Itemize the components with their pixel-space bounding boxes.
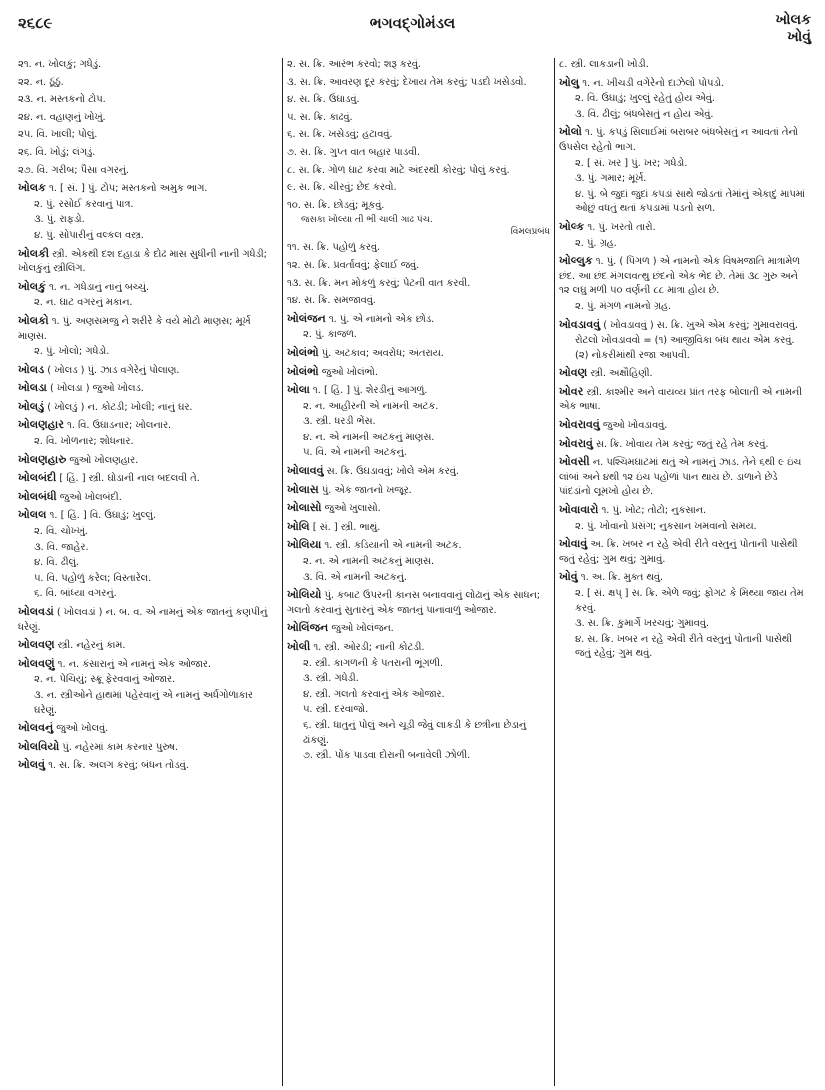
definition-text: ૮. સ્ત્રી. લાકડાની ખોડી. xyxy=(559,59,649,70)
definition-text: ૪. સ. ક્રિ. ખબર ન રહે એવી રીતે વસ્તુનું પોતાની પાસેથી જતું રહેવું; ગુમ થવું. xyxy=(575,633,793,660)
headword: ખોવરાવવું xyxy=(559,418,600,432)
dictionary-entry xyxy=(18,181,278,197)
definition-text: ૧. વિ. ઉઘાડનાર; ખોલનાર. xyxy=(63,420,172,432)
sense-line xyxy=(287,688,550,703)
headword: ખોવું xyxy=(559,570,578,584)
sense-line xyxy=(287,199,550,214)
dictionary-entry xyxy=(559,437,807,453)
definition-text: ૭. સ્ત્રી. પોંક પાડવા દોરાની બનાવેલી ઝોળી. xyxy=(303,750,471,762)
sense-line xyxy=(18,213,278,228)
definition-text: ૧. પું. અણસમજુ ને શરીરે કે વયે મોટો માણસ; મૂર્ખ માણસ. xyxy=(18,315,251,342)
definition-text: ૫. સ્ત્રી. દરવાજો. xyxy=(303,704,369,716)
headword: ખોલકું xyxy=(18,279,46,293)
column-3 xyxy=(554,58,811,1086)
sense-line xyxy=(287,181,550,196)
definition-text: [ સં. ] સ્ત્રી. ભાથું. xyxy=(309,521,381,533)
definition-text: ૧. પું. ખરતો તારો. xyxy=(584,221,656,233)
definition-text: સ્ત્રી. કાશ્મીર અને વાયવ્ય પ્રાંત તરફ બોલાતી એ નામની એક ભાષા. xyxy=(559,386,803,413)
definition-text: ૨. પું. ગ્રહ. xyxy=(575,237,617,249)
definition-text: ૧. ન. ખીચડી વગેરેનો દાઝેલો પોપડો. xyxy=(579,77,725,89)
sense-line xyxy=(287,93,550,108)
headword: ખોલંજન xyxy=(287,311,326,325)
headword: ખોલડ xyxy=(18,362,45,376)
definition-text: ૨. ન. એ નામની અટકનું માણસ. xyxy=(303,556,435,568)
sense-line xyxy=(18,229,278,244)
dictionary-entry xyxy=(559,318,807,334)
sense-line xyxy=(287,400,550,415)
dictionary-entry xyxy=(18,418,278,434)
definition-text: ૧. સ્ત્રી. ઓરડી; નાની કોટડી. xyxy=(310,642,425,653)
definition-text: ૧. પું. કપડું સિલાઈમાં બરાબર બંધબેસતું ન આવતાં તેનો ઉપસેલ રહેતો ભાગ. xyxy=(559,127,799,153)
headword: ખોલવણ xyxy=(18,638,55,652)
definition-text: ૨. વિ. ખોળનાર; શોધનાર. xyxy=(34,436,134,448)
definition-text: ૫. વિ. પહોળું કરેલ; વિસ્તારેલ. xyxy=(34,572,152,584)
definition-text: ( ખોલડું ) ન. કોટડી; ખોલી; નાનું ઘર. xyxy=(44,401,193,413)
definition-text: ૨૨. ન. ઠૂંઠું. xyxy=(18,76,64,88)
definition-text: ૨. વિ. ઉઘાડું; ખુલ્લું રહેતું હોય એવું. xyxy=(575,93,715,105)
sense-line xyxy=(559,157,807,172)
dictionary-entry xyxy=(18,638,278,654)
definition-text: ૨. સ. ક્રિ. આરંભ કરવો; શરૂ કરવું. xyxy=(287,59,422,70)
headword: ખોલાવવું xyxy=(287,464,324,478)
sense-line xyxy=(287,146,550,161)
definition-text: ૪. પું. સોપારીનું વલ્કલ વસ્ત્ર. xyxy=(34,229,144,241)
definition-text: ૩. સ્ત્રી. ધરડી ભેંસ. xyxy=(303,416,376,428)
definition-text: ન. પશ્ચિમઘાટમાં થતું એ નામનું ઝાડ. તેને ૬થી ૯ ઇંચ લાંબાં અને ૪થી ૧૨ ઇંચ પહોળાં પાન થાય છે. ડાળાને છેડે પાંદડાંનો લૂમખો હોય છે. xyxy=(559,457,802,498)
sense-line xyxy=(287,76,550,91)
definition-text: ૧૪. સ. ક્રિ. સમજાવવું. xyxy=(287,295,376,307)
dictionary-entry xyxy=(18,381,278,397)
headword: ખોવરાવું xyxy=(559,436,593,450)
definition-text: સ્ત્રી. અક્ષૌહિણી. xyxy=(587,368,653,380)
headword: ખોલી xyxy=(287,640,311,653)
definition-text: ૧. ન. ગધેડાનું નાનું બચ્ચું. xyxy=(45,281,149,293)
headword: ખોવણ xyxy=(559,366,588,380)
definition-text: જુઓ ખોલણહાર. xyxy=(66,454,139,466)
sense-line xyxy=(559,108,807,123)
sense-line xyxy=(18,111,278,126)
sense-line xyxy=(559,188,807,217)
dictionary-entry xyxy=(287,464,550,480)
headword: ખોલકો xyxy=(18,313,49,327)
sense-line xyxy=(18,673,278,688)
headword: ખોલવિયો xyxy=(18,739,60,753)
headword: ખોલબંદી xyxy=(18,471,57,485)
definition-text: ૬. વિ. બાંધ્યા વગરનું. xyxy=(34,588,117,600)
definition-text: ૧. પું. ( પિંગળ ) એ નામનો એક વિષમજાતિ માત્રામેળ છંદ. આ છંદ મંગલવત્થુ છંદનો એક ભેદ છે. તેમાં ૩૮ ગુરુ અને ૧૨ લઘુ મળી ૫૦ વર્ણની ૮૮ માત્રા હોય છે. xyxy=(559,256,800,297)
dictionary-entry xyxy=(559,125,807,155)
definition-text: ૩. પું. ગમાર; મૂર્ખ. xyxy=(575,173,647,185)
definition-text: ૧૩. સ. ક્રિ. મન મોકળું કરવું; પેટની વાત કરવી. xyxy=(287,277,471,289)
definition-text: ૩. સ. ક્રિ. આવરણ દૂર કરવું; દેખાય તેમ કરવું; પડદો ખસેડવો. xyxy=(287,76,527,88)
quotation: જસકા ખોલ્યા તી ભી ચાલી ગાઢ પંચ. xyxy=(301,215,433,226)
headword: ખોવાવારો xyxy=(559,503,599,517)
page-header xyxy=(14,6,811,56)
definition-text: ૨૬. વિ. ખોડું; લંગડું. xyxy=(18,146,96,158)
definition-text: સ. ક્રિ. ઉઘડાવવું; ખોલે એમ કરવું. xyxy=(323,466,459,478)
dictionary-entry xyxy=(287,640,550,656)
sense-line xyxy=(287,555,550,570)
definition-text: ૩. પું. રાફડો. xyxy=(34,214,85,226)
dictionary-entry xyxy=(287,346,550,362)
definition-text: ૨. [ સં. ક્ષપ્ ] સ. ક્રિ. એળે જવું; ફોગટ કે મિથ્યા જાય તેમ કરવું. xyxy=(575,588,804,614)
definition-text: ૨. સ્ત્રી. કાગળની કે પતરાની ભૂંગળી. xyxy=(303,657,444,669)
definition-text: ૩. વિ. એ નામની અટકનું. xyxy=(303,571,407,583)
dictionary-entry xyxy=(18,605,278,635)
definition-text: પું. નહેરમાં કામ કરનાર પુરુષ. xyxy=(59,741,179,753)
definition-text: ૩. સ. ક્રિ. કુમાર્ગે ખરચવું; ગુમાવવું. xyxy=(575,618,710,630)
definition-text: સ્ત્રી. એકથી દશ દહાડા કે દોઢ માસ સુધીની નાની ગધેડી; ખોલકુંનું સ્ત્રીલિંગ. xyxy=(18,248,267,275)
headword: ખોલો xyxy=(559,125,582,139)
sense-line xyxy=(18,128,278,143)
dictionary-entry xyxy=(287,520,550,536)
definition-text: ૧. અ. ક્રિ. મુક્ત થવું. xyxy=(577,572,664,584)
definition-text: અ. ક્રિ. ખબર ન રહે એવી રીતે વસ્તુનું પોતાની પાસેથી જતું રહેવું; ગુમ થવું; ગુમાવું. xyxy=(559,539,798,565)
dictionary-entry xyxy=(559,503,807,519)
definition-text: ૨. વિ. ચોખ્ખું. xyxy=(34,526,88,538)
headword: ખોલા xyxy=(287,383,310,397)
sense-line xyxy=(287,259,550,274)
definition-text: ૩. વિ. જાહેર. xyxy=(34,541,89,553)
headword: ખોલક xyxy=(18,181,46,195)
dictionary-entry xyxy=(18,453,278,469)
sense-line xyxy=(18,345,278,360)
definition-text: રોટલો ખોવડાવવો = (૧) આજીવિકા બંધ થાય એમ કરવું. (૨) નોકરીમાંથી રજા આપવી. xyxy=(575,335,795,361)
definition-text: જુઓ ખોલવું. xyxy=(53,723,109,735)
definition-text: ૧. [ સં. ] પું. ટોપ; મસ્તકનો અમુક ભાગ. xyxy=(45,183,208,195)
headword: ખોલ્ક xyxy=(559,219,585,233)
dictionary-entry xyxy=(559,455,807,500)
sense-line xyxy=(18,296,278,311)
definition-text: ૫. વિ. એ નામની અટકનું. xyxy=(303,447,407,459)
definition-text: ૬. સ. ક્રિ. ખસેડવું; હટાવવું. xyxy=(287,129,393,141)
definition-text: પું. કબાટ ઉપરની કાનસ બનાવવાનું લોઢાનું એક સાધન; ગલતો કરવાનું સુતારનું એક જાતનું પાનાવાળું ઓજાર. xyxy=(287,590,541,616)
dictionary-entry xyxy=(18,363,278,379)
headword: ખોલણહારુ xyxy=(18,452,67,466)
headword: ખોલવણું xyxy=(18,656,55,670)
definition-text: ( ખોલવડાં ) ન. બ. વ. એ નામનું એક જાતનું કણપીનું ધરેણું. xyxy=(18,607,268,633)
definition-text: ૧. [ હિં. ] વિ. ઉઘાડું; ખુલ્લું. xyxy=(46,510,157,522)
definition-text: ૬. સ્ત્રી. ધાતુનું પોલું અને ચૂડી જેવું લાકડી કે છત્રીના છેડાનું ઢાંકણું. xyxy=(303,719,527,746)
definition-text: જુઓ ખોલંજન. xyxy=(328,623,394,635)
definition-text: ૨. પું. ખોવાનો પ્રસંગ; નુકસાન ખમવાનો સમય. xyxy=(575,520,757,532)
headword: ખોલંભો xyxy=(287,345,319,359)
definition-text: ૧. ન. કંસારાનું એ નામનું એક ઓજાર. xyxy=(54,658,211,670)
definition-text: ૨૪. ન. વહાણનું ખોખું. xyxy=(18,111,106,123)
sense-line xyxy=(287,672,550,687)
definition-text: [ હિં. ] સ્ત્રી. ઘોડાની નાલ બદલવી તે. xyxy=(56,473,200,485)
dictionary-entry xyxy=(559,418,807,434)
definition-text: ૨. પું. ખોલો; ગધેડો. xyxy=(34,346,110,358)
dictionary-entry xyxy=(559,537,807,567)
headword: ખોલવડાં xyxy=(18,605,54,618)
definition-text: ૩. વિ. ઢીલું; બંધબેસતું ન હોય એવું. xyxy=(575,108,714,120)
definition-text: ૭. સ. ક્રિ. ગુપ્ત વાત બહાર પાડવી. xyxy=(287,146,421,158)
headword: ખોલાસ xyxy=(287,482,319,496)
headword: ખોલકી xyxy=(18,246,50,260)
dictionary-entry xyxy=(287,588,550,618)
guide-words xyxy=(776,12,811,46)
definition-text: ૧૧. સ. ક્રિ. પહોળું કરવું. xyxy=(287,242,381,254)
dictionary-entry xyxy=(559,76,807,92)
sense-line xyxy=(18,525,278,540)
column-2 xyxy=(282,58,554,1086)
page-number: ૨૬૮૯ xyxy=(18,14,53,32)
dictionary-entry xyxy=(559,570,807,586)
headword: ખોલવું xyxy=(18,758,45,772)
definition-text: ૧. [ હિં. ] પું. શેરડીનું આગળું. xyxy=(309,385,428,397)
headword: ખોલણહાર xyxy=(18,418,64,432)
definition-text: ૧. સ. ક્રિ. અલગ કરવું; બંધન તોડવું. xyxy=(44,760,189,772)
sense-line xyxy=(287,415,550,430)
sense-line xyxy=(18,76,278,91)
sense-line xyxy=(287,446,550,461)
definition-text: ૧. પું. એ નામનો એક છોડ. xyxy=(325,313,435,325)
dictionary-entry xyxy=(287,383,550,399)
headword: ખોલિયો xyxy=(287,588,322,602)
sense-line xyxy=(559,334,807,363)
sense-line xyxy=(18,198,278,213)
dictionary-entry xyxy=(18,740,278,756)
sense-line xyxy=(18,572,278,587)
sense-line xyxy=(559,237,807,252)
definition-text: ૨. [ સં. ખર ] પું. ખર; ગધેડો. xyxy=(575,157,688,169)
sense-line xyxy=(18,587,278,602)
headword: ખોલિ xyxy=(287,519,310,533)
sense-line xyxy=(559,172,807,187)
sense-line xyxy=(18,435,278,450)
definition-text: ( ખોલડ ) પું. ઝાડ વગેરેનું પોલાણ. xyxy=(44,364,180,376)
dictionary-entry xyxy=(287,501,550,517)
definition-text: ૨૧. ન. ખોલકું; ગધેડું. xyxy=(18,59,102,70)
dictionary-entry xyxy=(18,508,278,524)
guide-word-last: ખોવું xyxy=(787,29,811,45)
dictionary-entry xyxy=(18,314,278,344)
sense-line xyxy=(559,633,807,662)
definition-text: ૨. પું. રસોઈ કરવાનું પાત્ર. xyxy=(34,198,134,210)
definition-text: ૪. સ. ક્રિ. ઉઘાડવું. xyxy=(287,94,360,106)
dictionary-entry xyxy=(287,312,550,328)
definition-text: ૨૫. વિ. ખાલી; પોલું. xyxy=(18,129,98,141)
definition-text: ( ખોલડા ) જુઓ ખોલડ. xyxy=(46,383,144,395)
definition-text: ૨. ન. આહીરની એ નામની અટક. xyxy=(303,400,439,412)
sense-line xyxy=(287,703,550,718)
guide-word-first: ખોલક xyxy=(775,12,811,28)
dictionary-entry xyxy=(559,366,807,382)
headword: ખોલલ xyxy=(18,508,47,522)
dictionary-entry xyxy=(18,247,278,277)
sense-line xyxy=(559,58,807,73)
definition-text: ૪. ન. એ નામની અટકનું માણસ. xyxy=(303,431,435,443)
definition-text: ( ખોવડાવવું ) સ. ક્રિ. ખુએ એમ કરવું; ગુમાવરાવવું. xyxy=(600,319,799,331)
sense-line xyxy=(287,58,550,73)
sense-line xyxy=(287,571,550,586)
quotation-source: વિમલપ્રબંધ xyxy=(510,227,550,238)
dictionary-entry xyxy=(559,385,807,415)
headword: ખોવસી xyxy=(559,455,590,469)
headword: ખોવડાવવું xyxy=(559,317,601,331)
sense-line xyxy=(287,328,550,343)
dictionary-entry xyxy=(287,538,550,554)
definition-text: જુઓ ખોલબંદી. xyxy=(56,491,122,503)
sense-line xyxy=(287,749,550,764)
sense-line xyxy=(287,431,550,446)
definition-text: જુઓ ખુલાસો. xyxy=(321,503,381,515)
sense-line xyxy=(287,719,550,748)
sense-line xyxy=(287,111,550,126)
sense-line xyxy=(559,92,807,107)
column-1 xyxy=(14,58,282,1086)
sense-line xyxy=(287,128,550,143)
sense-line xyxy=(287,241,550,256)
dictionary-entry xyxy=(287,483,550,499)
dictionary-entry xyxy=(559,254,807,299)
definition-text: સ. ક્રિ. ખોવાય તેમ કરવું; જતું રહે તેમ કરવું. xyxy=(592,438,769,450)
definition-text: ૪. વિ. ઢીલું. xyxy=(34,557,80,569)
dictionary-entry xyxy=(18,280,278,296)
dictionary-entry xyxy=(287,621,550,637)
definition-text: ૨. પું. કાજળ. xyxy=(303,329,357,341)
headword: ખોવાવું xyxy=(559,537,588,551)
dictionary-entry xyxy=(18,490,278,506)
dictionary-entry xyxy=(18,758,278,774)
definition-text: ૯. સ. ક્રિ. ચીરવું; છેદ કરવો. xyxy=(287,182,397,194)
dictionary-entry xyxy=(18,657,278,673)
definition-text: ૧. પું. ખોટ; તોટો; નુકસાન. xyxy=(598,505,707,517)
headword: ખોલાસો xyxy=(287,501,322,515)
headword: ખોલિંજન xyxy=(287,621,329,635)
headword: ખોલબંધી xyxy=(18,489,57,503)
sense-line xyxy=(18,146,278,161)
definition-text: સ્ત્રી. નહેરનું કામ. xyxy=(54,640,126,652)
headword: ખોલડું xyxy=(18,399,45,413)
headword: ખોલડા xyxy=(18,381,47,395)
sense-line xyxy=(559,520,807,535)
headword: ખોલ્લુક xyxy=(559,254,593,268)
definition-text: ૨. ન. પેચિયું; સ્ક્રૂ ફેરવવાનું ઓજાર. xyxy=(34,674,176,686)
sense-line xyxy=(18,556,278,571)
dictionary-entry xyxy=(559,220,807,236)
definition-text: ૫. સ. ક્રિ. કાઢવું. xyxy=(287,111,353,123)
definition-text: ૨૭. વિ. ગરીબ; પૈસા વગરનું. xyxy=(18,164,130,176)
sense-line xyxy=(559,617,807,632)
sense-line xyxy=(287,294,550,309)
headword: ખોલિયા xyxy=(287,538,322,552)
definition-text: ૩. ન. સ્ત્રીઓને હાથમાં પહેરવાનું એ નામનું અર્ધગોળાકાર ઘરેણું. xyxy=(34,689,253,716)
headword: ખોવર xyxy=(559,384,584,398)
definition-text: ૨. પું. મંગળ નામનો ગ્રહ. xyxy=(575,300,672,312)
running-title: ભગવદ્ગોમંડલ xyxy=(369,14,456,32)
sense-line xyxy=(287,657,550,672)
definition-text: ૨. ન. ઘાટ વગરનું મકાન. xyxy=(34,297,133,309)
sense-line xyxy=(18,689,278,718)
dictionary-entry xyxy=(18,721,278,737)
dictionary-entry xyxy=(18,400,278,416)
sense-line xyxy=(18,541,278,556)
definition-text: ૮. સ. ક્રિ. ગોળ ઘાટ કરવા માટે અંદરથી કોરવું; પોલું કરવું. xyxy=(287,164,510,176)
sense-line xyxy=(287,277,550,292)
definition-text: ૧. સ્ત્રી. કડિયાની એ નામની અટક. xyxy=(321,540,462,552)
definition-text: ૧૦. સ. ક્રિ. છોડવું; મૂકવું. xyxy=(287,199,385,211)
definition-text: ૪. પું. બે જુદાં જુદાં કપડાં સાથે જોડતાં તેમાંનું એકાદું માપમાં ઓછું વધતું થતાં કપડામાં પડતો સળ. xyxy=(575,188,806,215)
sense-line xyxy=(18,164,278,179)
sense-line xyxy=(18,93,278,108)
headword: ખોલુ xyxy=(559,75,580,89)
sense-line xyxy=(287,164,550,179)
dictionary-columns xyxy=(14,58,811,1086)
dictionary-entry xyxy=(18,471,278,487)
definition-text: પું. અટકાવ; અવરોધ; અંતરાય. xyxy=(318,347,444,359)
definition-text: ૨૩. ન. મસ્તકનો ટોપ. xyxy=(18,94,106,106)
sense-line xyxy=(18,58,278,73)
sense-line xyxy=(559,587,807,616)
definition-text: ૧૨. સ. ક્રિ. પ્રવર્તાવવું; ફેલાઈ જવું. xyxy=(287,259,420,271)
definition-text: ૩. સ્ત્રી. ગધેડી. xyxy=(303,673,359,685)
definition-text: જુઓ ખોવડાવવું. xyxy=(599,420,668,432)
definition-text: પું. એક જાતનો ખજૂર. xyxy=(318,484,412,496)
dictionary-entry xyxy=(287,365,550,381)
definition-text: જુઓ ખોલંભો. xyxy=(318,366,378,378)
sense-line xyxy=(559,300,807,315)
definition-text: ૪. સ્ત્રી. ગલતો કરવાનું એક ઓજાર. xyxy=(303,688,445,700)
headword: ખોલંભો xyxy=(287,364,319,378)
headword: ખોલવનું xyxy=(18,721,54,735)
